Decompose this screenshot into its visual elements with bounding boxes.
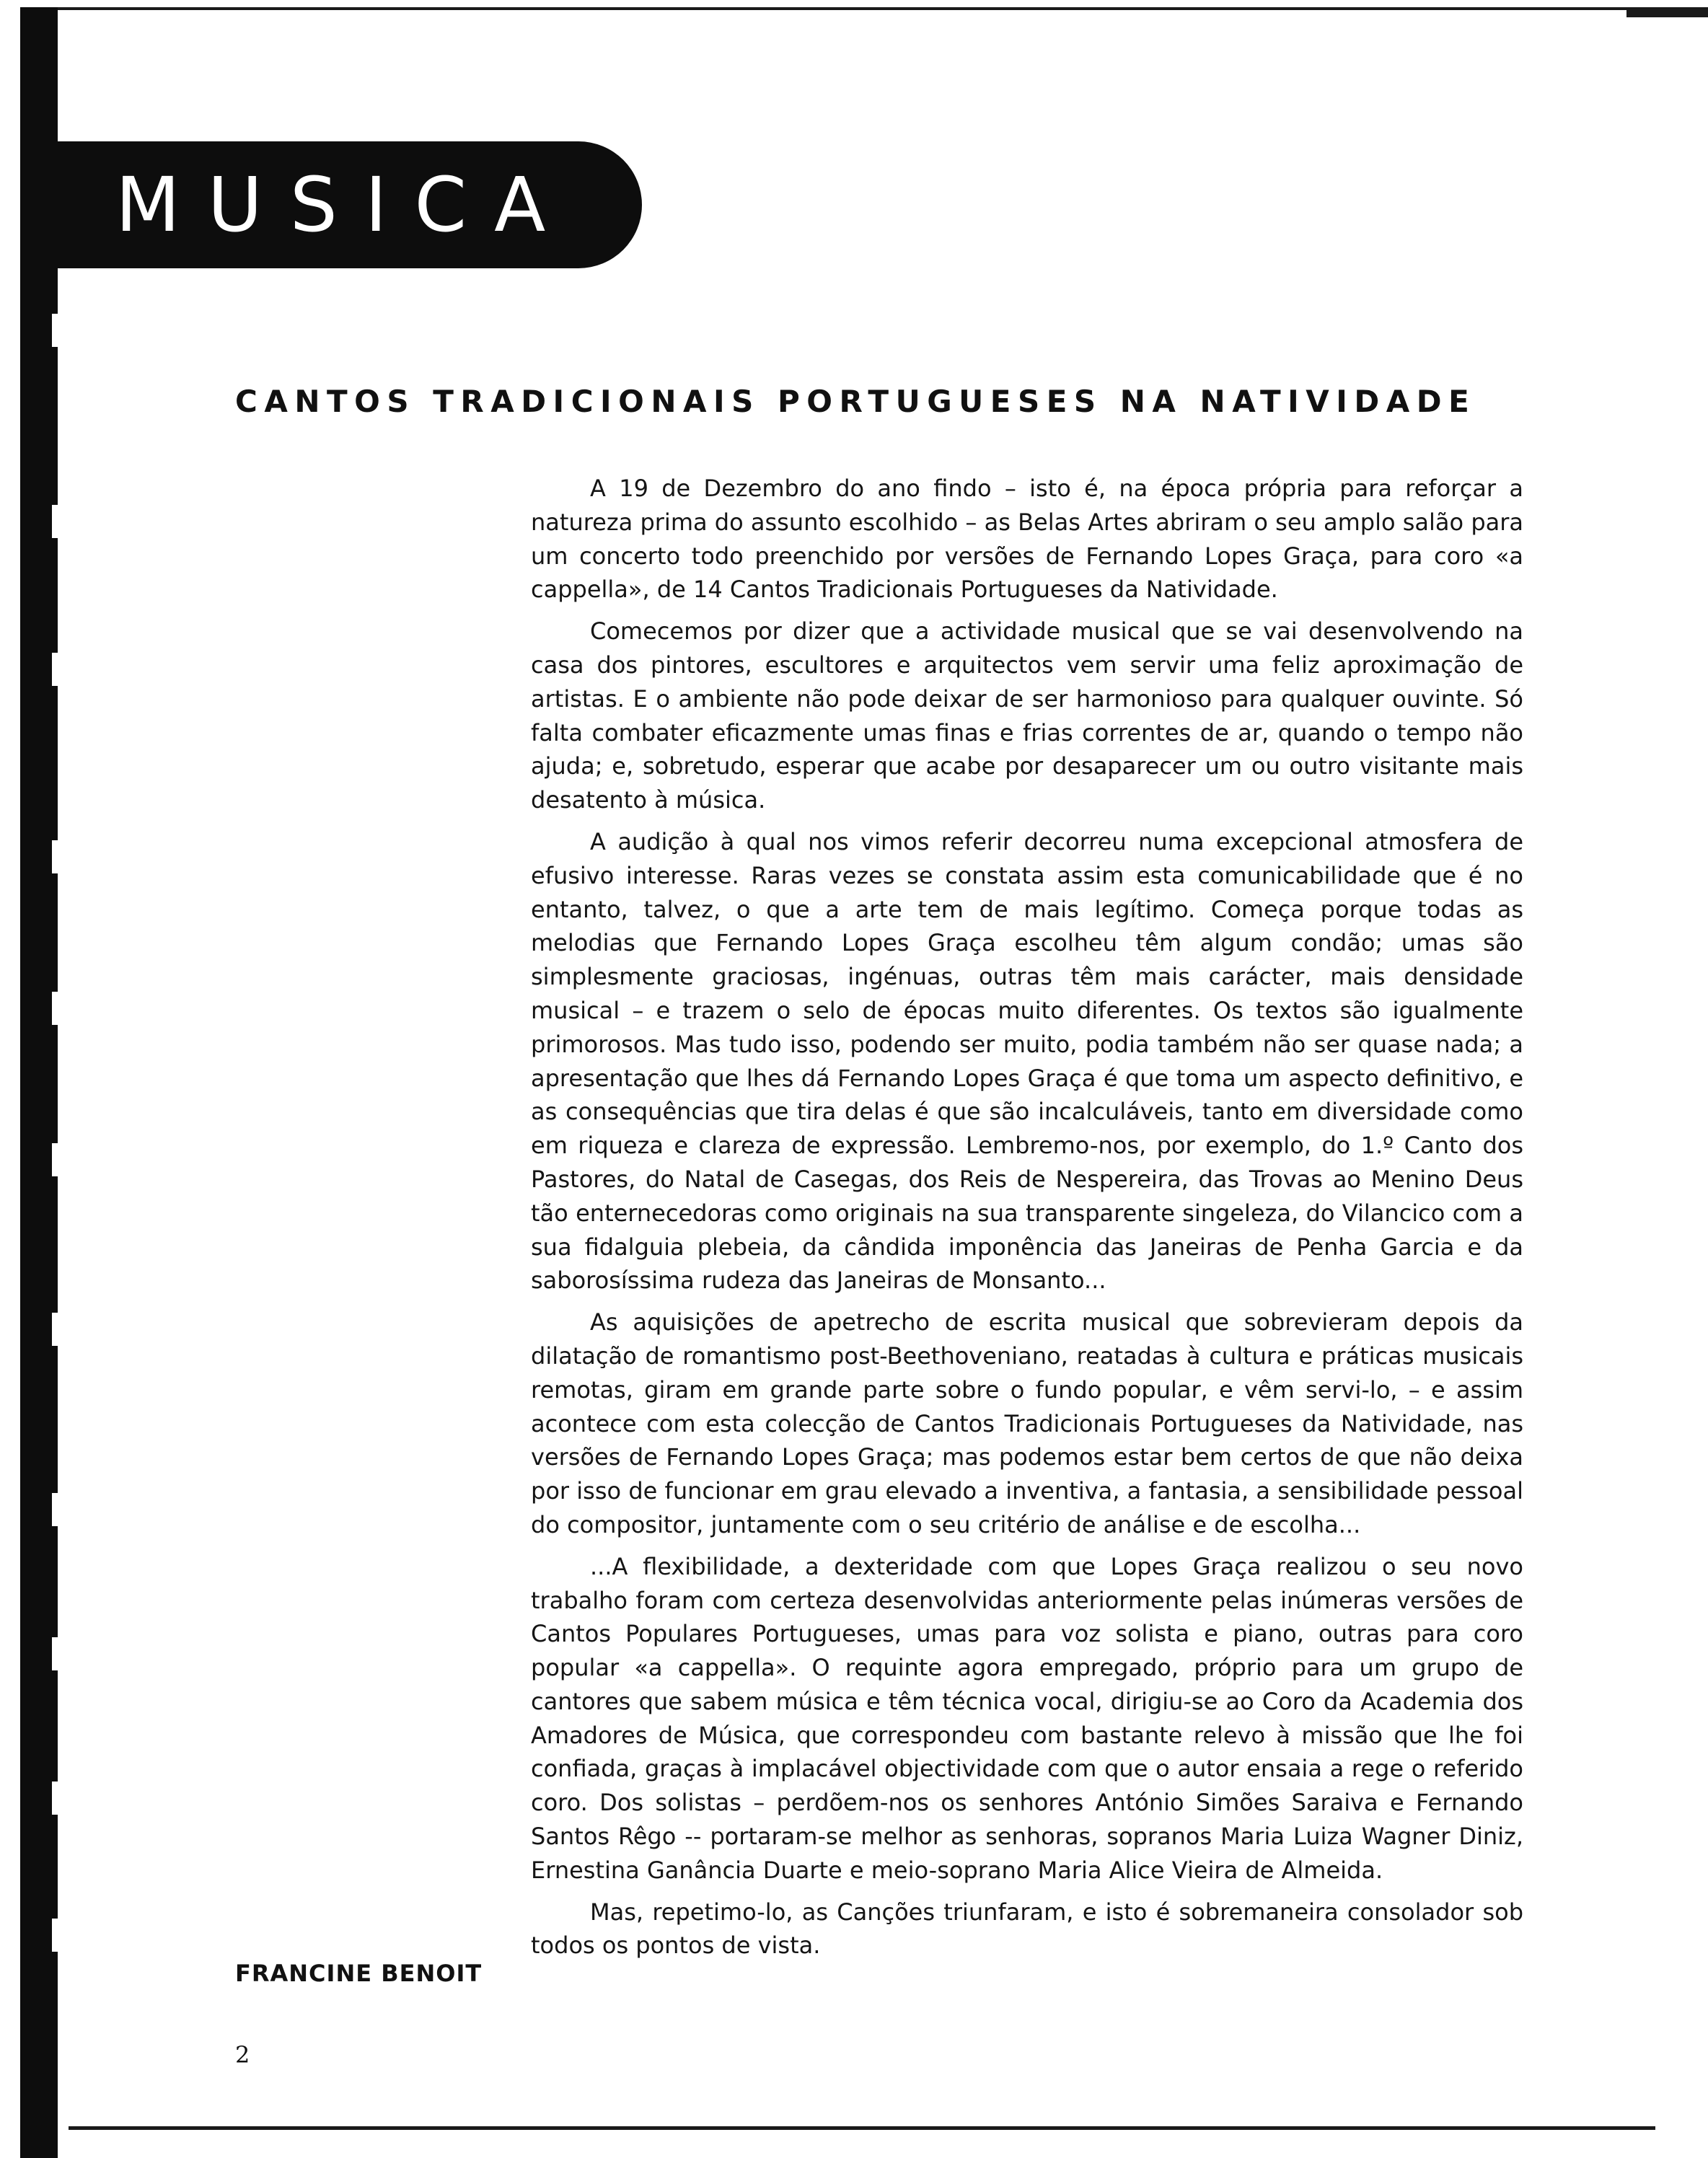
left-margin-bar <box>20 7 58 2158</box>
bar-notch <box>52 1143 58 1176</box>
paragraph: Mas, repetimo-lo, as Canções triunfaram, e isto é sobremaneira consolador sob todos os pontos de vista. <box>531 1898 1523 1960</box>
paragraph: A audição à qual nos vimos referir decorreu numa excepcional atmosfera de efusivo interesse. Raras vezes se constata assim esta comunicabilidade que é no entanto, talvez, o que a arte tem de mais legítimo. Começa porque todas as melodias que Fernando Lopes Graça escolheu têm algum condão; umas são simplesmente graciosas, ingénuas, outras têm mais carácter, mais densidade musical – e trazem o selo de épocas muito diferentes. Os textos são igualmente primorosos. Mas tudo isso, podendo ser muito, podia também não ser quase nada; a apresentação que lhes dá Fernando Lopes Graça é que toma um aspecto definitivo, e as consequências que tira delas é que são incalculáveis, tanto em diversidade como em riqueza e clareza de expressão. Lembremo-nos, por exemplo, do 1.º Canto dos Pastores, do Natal de Casegas, dos Reis de Nespereira, das Trovas ao Menino Deus tão enternecedoras como originais na sua transparente singeleza, do Vilancico com a sua fidalguia plebeia, da cândida imponência das Janeiras de Penha Garcia e da saborosíssima rudeza das Janeiras de Monsanto... <box>531 827 1523 1295</box>
article-body <box>531 472 1523 1970</box>
bar-notch <box>52 1782 58 1815</box>
paragraph: Comecemos por dizer que a actividade musical que se vai desenvolvendo na casa dos pintores, escultores e arquitectos vem servir uma feliz aproximação de artistas. E o ambiente não pode deixar de ser harmonioso para qualquer ouvinte. Só falta combater eficazmente umas finas e frias correntes de ar, quando o tempo não ajuda; e, sobretudo, esperar que acabe por desaparecer um ou outro visitante mais desatento à música. <box>531 617 1523 814</box>
bar-notch <box>52 505 58 538</box>
top-rule-end <box>1626 7 1708 17</box>
article-author: FRANCINE BENOIT <box>235 1960 483 1987</box>
bar-notch <box>52 1313 58 1346</box>
bar-notch <box>52 1493 58 1526</box>
paragraph: As aquisições de apetrecho de escrita musical que sobrevieram depois da dilatação de romantismo post-Beethoveniano, reatadas à cultura e práticas musicais remotas, giram em grande parte sobre o fundo popular, e vêm servi-lo, – e assim acontece com esta colecção de Cantos Tradicionais Portugueses da Natividade, nas versões de Fernando Lopes Graça; mas podemos estar bem certos de que não deixa por isso de funcionar em grau elevado a inventiva, a fantasia, a sensibilidade pessoal do compositor, juntamente com o seu critério de análise e de escolha... <box>531 1308 1523 1538</box>
bar-notch <box>52 653 58 686</box>
page-number: 2 <box>235 2041 250 2069</box>
bar-notch <box>52 992 58 1025</box>
top-rule <box>50 7 1659 10</box>
bar-notch <box>52 840 58 873</box>
bottom-rule <box>69 2126 1655 2130</box>
paragraph: A 19 de Dezembro do ano findo – isto é, na época própria para reforçar a natureza prima do assunto escolhido – as Belas Artes abriram o seu amplo salão para um concerto todo preenchido por versões de Fernando Lopes Graça, para coro «a cappella», de 14 Cantos Tradicionais Portugueses da Natividade. <box>531 475 1523 604</box>
bar-notch <box>52 1637 58 1670</box>
bar-notch <box>52 314 58 347</box>
article-title: CANTOS TRADICIONAIS PORTUGUESES NA NATIVIDADE <box>235 384 1476 419</box>
bar-notch <box>52 1919 58 1952</box>
paragraph: ...A flexibilidade, a dexteridade com que Lopes Graça realizou o seu novo trabalho foram com certeza desenvolvidas anteriormente pelas inúmeras versões de Cantos Populares Portugueses, umas para voz solista e piano, outras para coro popular «a cappella». O requinte agora empregado, próprio para um grupo de cantores que sabem música e têm técnica vocal, dirigiu-se ao Coro da Academia dos Amadores de Música, que correspondeu com bastante relevo à missão que lhe foi confiada, graças à implacável objectividade com que o autor ensaia a rege o referido coro. Dos solistas – perdõem-nos os senhores António Simões Saraiva e Fernando Santos Rêgo -- portaram-se melhor as senhoras, sopranos Maria Luiza Wagner Diniz, Ernestina Ganância Duarte e meio-soprano Maria Alice Vieira de Almeida. <box>531 1552 1523 1884</box>
section-label: MUSICA <box>115 161 573 249</box>
